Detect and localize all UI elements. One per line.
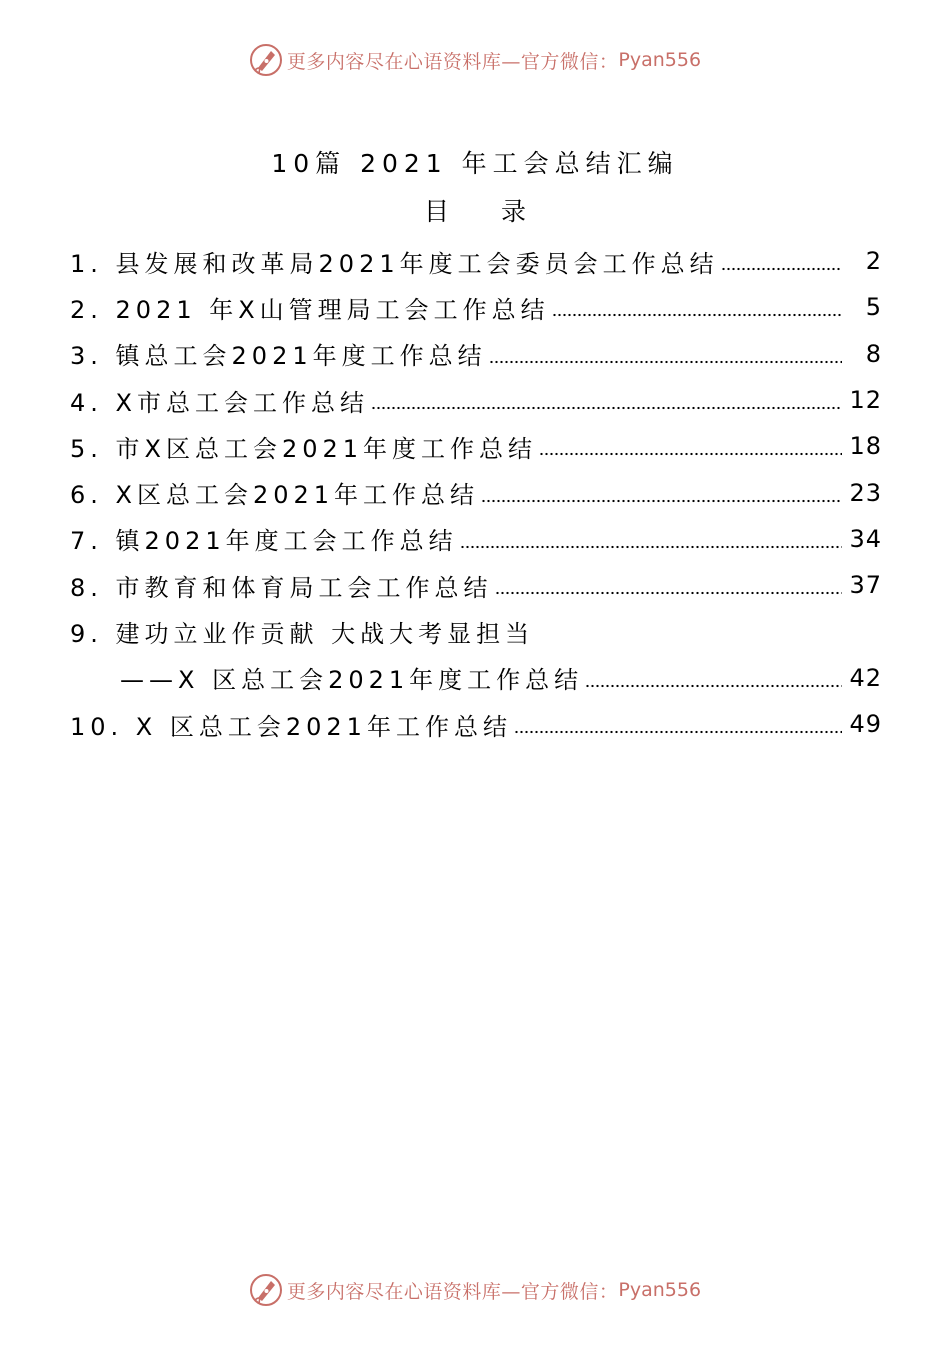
toc-page-number: 8	[865, 339, 882, 368]
toc-entry-label: 6. X区总工会2021年工作总结	[70, 481, 480, 510]
toc-leader-dots	[481, 481, 842, 505]
toc-leader-dots	[539, 434, 842, 458]
toc-leader-dots	[514, 712, 842, 736]
toc-entry-label: ——X 区总工会2021年度工作总结	[120, 666, 584, 695]
toc-leader-dots	[489, 342, 842, 366]
toc-entry-label: 2. 2021 年X山管理局工会工作总结	[70, 295, 550, 324]
toc-entry-9-subtitle[interactable]	[70, 655, 882, 701]
toc-entry-1[interactable]	[70, 238, 882, 284]
toc-leader-dots	[460, 527, 842, 551]
toc-entry-6[interactable]	[70, 469, 882, 515]
toc-entry-label: 4. X市总工会工作总结	[70, 388, 369, 417]
toc-page-number: 5	[865, 293, 882, 322]
watermark-wechat-handle: Pyan556	[618, 49, 702, 71]
toc-entry-label: 3. 镇总工会2021年度工作总结	[70, 342, 487, 371]
toc-entry-3[interactable]	[70, 331, 882, 377]
toc-entry-10[interactable]	[70, 701, 882, 747]
toc-entry-2[interactable]	[70, 284, 882, 330]
watermark-wechat-handle: Pyan556	[618, 1279, 702, 1301]
header-watermark-banner	[0, 38, 950, 82]
toc-page-number: 34	[849, 524, 882, 553]
toc-entry-label: 7. 镇2021年度工会工作总结	[70, 527, 458, 556]
table-of-contents	[70, 238, 882, 747]
toc-heading-right: 录	[501, 197, 527, 226]
toc-leader-dots	[721, 249, 842, 273]
toc-entry-label: 1. 县发展和改革局2021年度工会委员会工作总结	[70, 249, 719, 278]
toc-entry-4[interactable]	[70, 377, 882, 423]
toc-leader-dots	[585, 666, 842, 690]
pen-nib-logo-icon	[249, 1273, 283, 1307]
toc-heading	[0, 194, 950, 230]
toc-heading-left: 目	[423, 197, 449, 226]
toc-entry-label: 10. X 区总工会2021年工作总结	[70, 712, 512, 741]
toc-leader-dots	[371, 388, 842, 412]
toc-entry-label: 8. 市教育和体育局工会工作总结	[70, 573, 493, 602]
toc-leader-dots	[552, 295, 842, 319]
toc-entry-7[interactable]	[70, 516, 882, 562]
toc-page-number: 49	[849, 710, 882, 739]
toc-page-number: 2	[865, 247, 882, 276]
document-title: 10篇 2021 年工会总结汇编	[271, 149, 679, 178]
watermark-text: 更多内容尽在心语资料库—官方微信：	[286, 50, 619, 73]
toc-entry-label: 9. 建功立业作贡献 大战大考显担当	[70, 620, 535, 649]
pen-nib-logo-icon	[249, 43, 283, 77]
toc-page-number: 37	[849, 571, 882, 600]
toc-entry-9-title[interactable]	[70, 608, 882, 654]
watermark-text: 更多内容尽在心语资料库—官方微信：	[286, 1280, 619, 1303]
toc-page-number: 18	[849, 432, 882, 461]
toc-page-number: 23	[849, 478, 882, 507]
toc-leader-dots	[495, 573, 842, 597]
toc-entry-8[interactable]	[70, 562, 882, 608]
footer-watermark-banner	[0, 1268, 950, 1312]
toc-page-number: 42	[849, 663, 882, 692]
toc-entry-label: 5. 市X区总工会2021年度工作总结	[70, 434, 538, 463]
toc-page-number: 12	[849, 386, 882, 415]
toc-entry-5[interactable]	[70, 423, 882, 469]
